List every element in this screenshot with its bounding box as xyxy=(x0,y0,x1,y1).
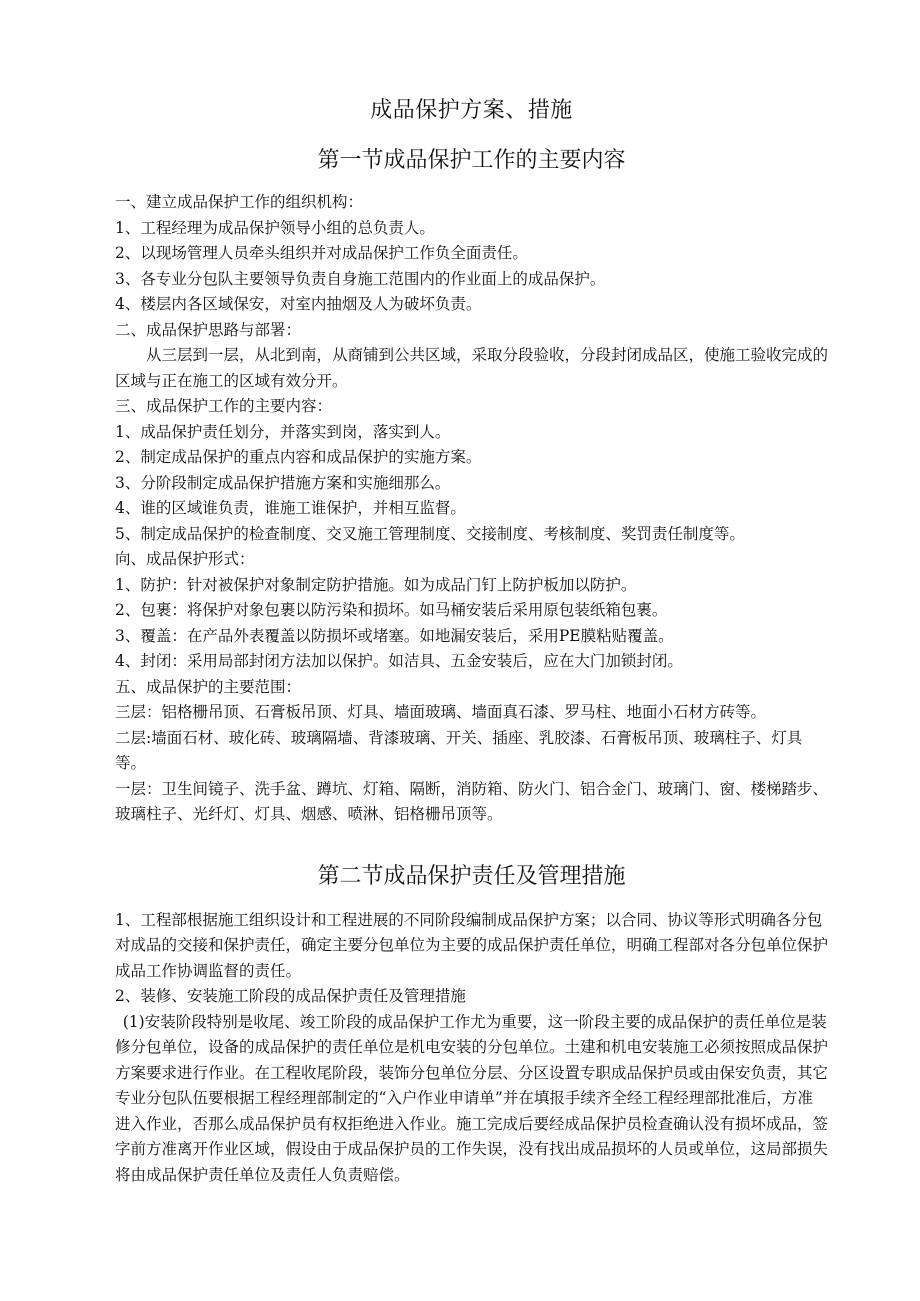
section1-line-content-heading: 三、成品保护工作的主要内容： xyxy=(115,397,333,415)
section1-line-scope-floor1: 一层：卫生间镜子、洗手盆、蹲坑、灯箱、隔断，消防箱、防火门、铝合金门、玻璃门、窗、楼梯踏步、玻璃柱子、光纤灯、灯具、烟感、喷淋、铝格栅吊顶等。 xyxy=(115,779,829,823)
section1-line-org-2: 2、以现场管理人员牵头组织并对成品保护工作负全面责任。 xyxy=(115,244,528,262)
section1-line-form-1: 1、防护：针对被保护对象制定防护措施。如为成品门钉上防护板加以防护。 xyxy=(115,575,637,594)
section2-title: 第二节成品保护责任及管理措施 xyxy=(317,863,626,889)
section1-line-scope-heading: 五、成品保护的主要范围： xyxy=(115,677,302,696)
section1-line-route-heading: 二、成品保护思路与部署： xyxy=(115,320,302,339)
section2-body xyxy=(115,908,828,1189)
section1-title: 第一节成品保护工作的主要内容 xyxy=(317,148,626,173)
section1-line-content-5: 5、制定成品保护的检查制度、交叉施工管理制度、交接制度、考核制度、奖罚责任制度等。 xyxy=(115,524,745,543)
section1-line-org-3: 3、各专业分包队主要领导负责自身施工范围内的作业面上的成品保护。 xyxy=(115,269,606,288)
section1-line-form-3: 3、覆盖：在产品外表覆盖以防损坏或堵塞。如地漏安装后，采用PE膜粘贴覆盖。 xyxy=(115,626,674,645)
section1-line-org-heading: 一、建立成品保护工作的组织机构： xyxy=(115,193,364,211)
section1-line-content-2: 2、制定成品保护的重点内容和成品保护的实施方案。 xyxy=(115,448,482,466)
section2-line-2: 2、装修、安装施工阶段的成品保护责任及管理措施 xyxy=(115,987,466,1005)
section1-line-form-4: 4、封闭：采用局部封闭方法加以保护。如洁具、五金安装后，应在大门加锁封闭。 xyxy=(115,652,683,670)
section2-paragraph-1: 1、工程部根据施工组织设计和工程进展的不同阶段编制成品保护方案；以合同、协议等形式明确各分包对成品的交接和保护责任，确定主要分包单位为主要的成品保护责任单位，明确工程部对各分包单位保护成品工作协调监督的责任。 xyxy=(115,910,829,980)
document-title: 成品保护方案、措施 xyxy=(370,98,573,123)
section1-body xyxy=(115,190,828,828)
section1-line-form-heading: 向、成品保护形式： xyxy=(115,550,255,568)
section1-line-org-1: 1、工程经理为成品保护领导小组的总负责人。 xyxy=(115,218,435,237)
section1-line-scope-floor3: 三层：铝格栅吊顶、石膏板吊顶、灯具、墙面玻璃、墙面真石漆、罗马柱、地面小石材方砖等。 xyxy=(115,703,767,721)
section1-line-content-1: 1、成品保护责任划分，并落实到岗，落实到人。 xyxy=(115,422,451,441)
section1-line-form-2: 2、包裹：将保护对象包裹以防污染和损坏。如马桶安装后采用原包装纸箱包裹。 xyxy=(115,601,668,619)
section1-route-paragraph: 从三层到一层，从北到南，从商铺到公共区域，采取分段验收，分段封闭成品区，使施工验收完成的区域与正在施工的区域有效分开。 xyxy=(115,346,829,390)
section1-line-content-4: 4、谁的区域谁负责，谁施工谁保护，并相互监督。 xyxy=(115,499,466,517)
section1-line-org-4: 4、楼层内各区域保安，对室内抽烟及人为破坏负责。 xyxy=(115,295,482,313)
section1-line-scope-floor2: 二层:墙面石材、玻化砖、玻璃隔墙、背漆玻璃、开关、插座、乳胶漆、石膏板吊顶、玻璃柱子、灯具等。 xyxy=(115,728,803,772)
section2-paragraph-3: (1)安装阶段特别是收尾、竣工阶段的成品保护工作尤为重要，这一阶段主要的成品保护的责任单位是装修分包单位，设备的成品保护的责任单位是机电安装的分包单位。土建和机电安装施工必须按照成品保护方案要求进行作业。在工程收尾阶段，装饰分包单位分层、分区设置专职成品保护员或由保安负责，其它专业分包队伍要根据工程经理部制定的“入户作业申请单”并在填报手续齐全经工程经理部批准后，方准进入作业，否那么成品保护员有权拒绝进入作业。施工完成后要经成品保护员检查确认没有损坏成品，签字前方准离开作业区域，假设由于成品保护员的工作失误，没有找出成品损坏的人员或单位，这局部损失将由成品保护责任单位及责任人负责赔偿。 xyxy=(115,1012,829,1184)
section1-line-content-3: 3、分阶段制定成品保护措施方案和实施细那么。 xyxy=(115,473,451,492)
